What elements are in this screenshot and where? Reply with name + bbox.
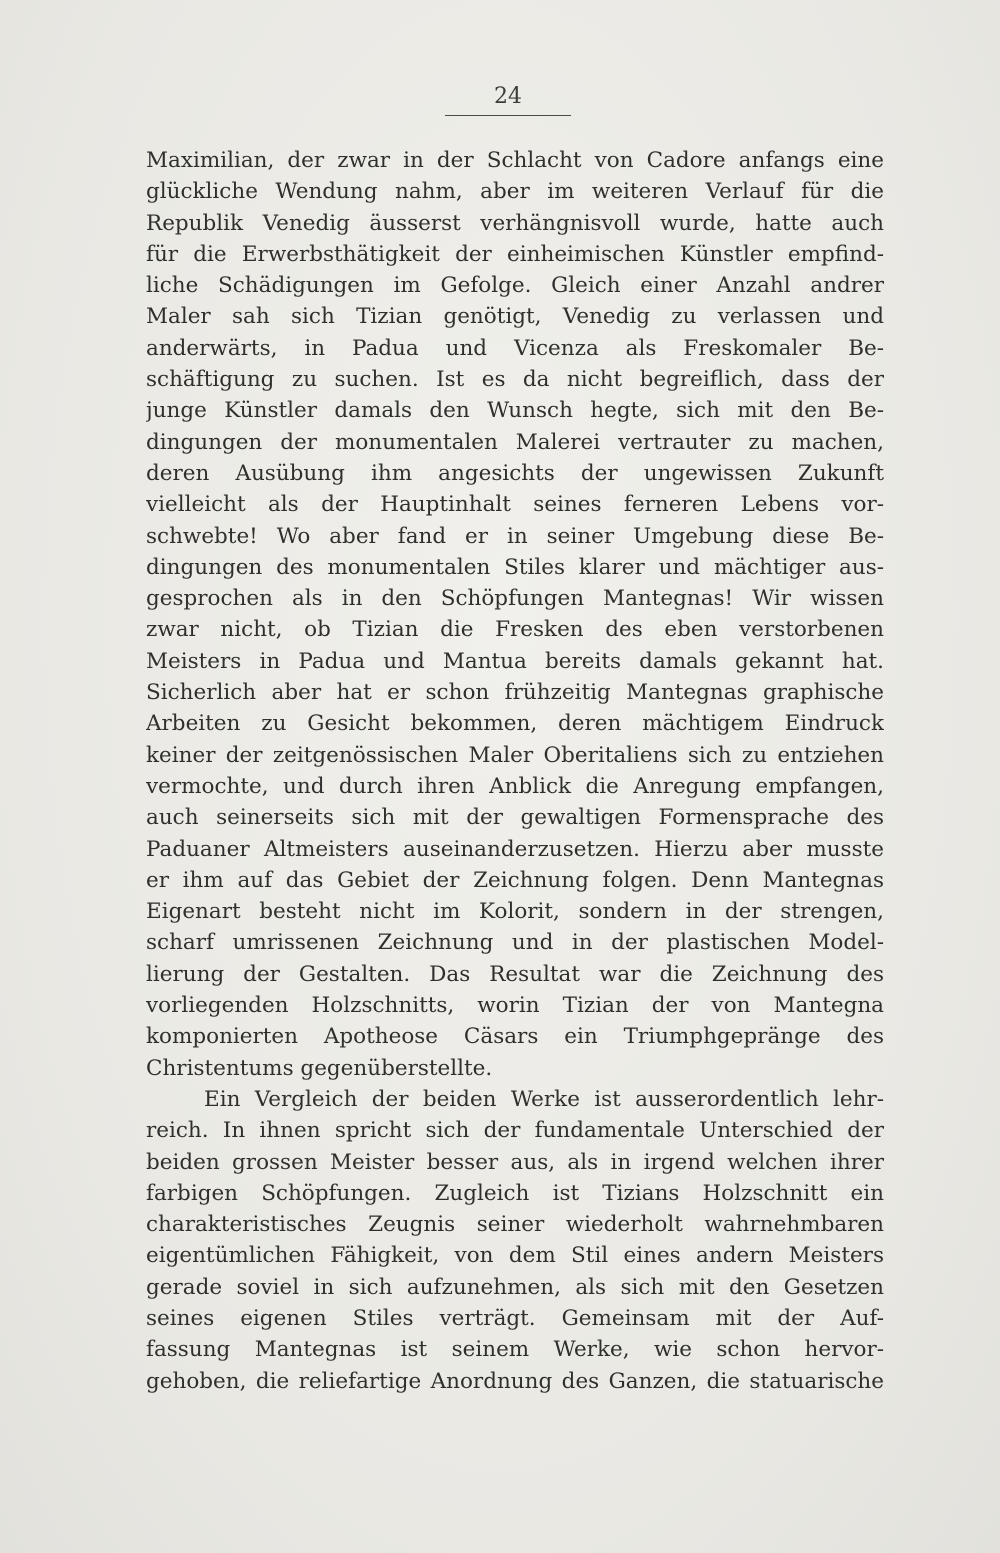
text-line: scharf umrissenen Zeichnung und in der plastischen Model- xyxy=(146,930,884,956)
text-line: glückliche Wendung nahm, aber im weiteren Verlauf für die xyxy=(146,179,884,205)
text-line: Maximilian, der zwar in der Schlacht von Cadore anfangs eine xyxy=(146,148,884,173)
text-line: deren Ausübung ihm angesichts der ungewissen Zukunft xyxy=(146,460,884,486)
text-line: keiner der zeitgenössischen Maler Oberitaliens sich zu entziehen xyxy=(146,742,884,768)
text-line: komponierten Apotheose Cäsars ein Triumphgepränge des xyxy=(146,1024,884,1050)
text-line: eigentümlichen Fähigkeit, von dem Stil eines andern Meisters xyxy=(146,1243,884,1269)
text-line: dingungen der monumentalen Malerei vertrauter zu machen, xyxy=(146,429,884,455)
text-line: schäftigung zu suchen. Ist es da nicht begreiflich, dass der xyxy=(146,367,884,393)
text-line: gerade soviel in sich aufzunehmen, als sich mit den Gesetzen xyxy=(146,1274,884,1300)
text-line: Arbeiten zu Gesicht bekommen, deren mächtigem Eindruck xyxy=(146,711,884,737)
text-line: Christentums gegenüberstellte. xyxy=(146,1055,493,1081)
text-line: liche Schädigungen im Gefolge. Gleich einer Anzahl andrer xyxy=(146,273,884,299)
page-number: 24 xyxy=(494,84,522,109)
text-line: gehoben, die reliefartige Anordnung des Ganzen, die statuarische xyxy=(146,1368,884,1394)
text-line: Paduaner Altmeisters auseinanderzusetzen. Hierzu aber musste xyxy=(146,836,884,862)
text-line: vielleicht als der Hauptinhalt seines ferneren Lebens vor- xyxy=(146,492,884,518)
text-line: zwar nicht, ob Tizian die Fresken des eben verstorbenen xyxy=(146,617,884,643)
text-line: auch seinerseits sich mit der gewaltigen Formensprache des xyxy=(146,805,884,831)
paragraph xyxy=(146,1084,884,1397)
text-line: reich. In ihnen spricht sich der fundamentale Unterschied der xyxy=(146,1118,884,1144)
text-line: Eigenart besteht nicht im Kolorit, sondern in der strengen, xyxy=(146,899,884,925)
text-line: junge Künstler damals den Wunsch hegte, sich mit den Be- xyxy=(146,398,884,424)
text-line: beiden grossen Meister besser aus, als in irgend welchen ihrer xyxy=(146,1149,884,1175)
text-line: fassung Mantegnas ist seinem Werke, wie schon hervor- xyxy=(146,1337,884,1363)
text-line: charakteristisches Zeugnis seiner wiederholt wahrnehmbaren xyxy=(146,1212,884,1238)
header-rule xyxy=(445,115,571,116)
text-line: vermochte, und durch ihren Anblick die Anregung empfangen, xyxy=(146,773,884,799)
paragraph xyxy=(146,145,884,1084)
text-line: vorliegenden Holzschnitts, worin Tizian der von Mantegna xyxy=(146,993,884,1019)
text-line: gesprochen als in den Schöpfungen Mantegnas! Wir wissen xyxy=(146,586,884,612)
text-line: Ein Vergleich der beiden Werke ist ausserordentlich lehr- xyxy=(204,1086,884,1112)
text-line: Republik Venedig äusserst verhängnisvoll wurde, hatte auch xyxy=(146,210,884,236)
text-line: farbigen Schöpfungen. Zugleich ist Tizians Holzschnitt ein xyxy=(146,1180,884,1206)
text-line: anderwärts, in Padua und Vicenza als Freskomaler Be- xyxy=(146,335,884,361)
text-line: Meisters in Padua und Mantua bereits damals gekannt hat. xyxy=(146,648,884,674)
text-line: Maler sah sich Tizian genötigt, Venedig zu verlassen und xyxy=(146,304,884,330)
text-line: Sicherlich aber hat er schon frühzeitig Mantegnas graphische xyxy=(146,680,884,706)
text-line: schwebte! Wo aber fand er in seiner Umgebung diese Be- xyxy=(146,523,884,549)
text-line: dingungen des monumentalen Stiles klarer und mächtiger aus- xyxy=(146,554,884,580)
text-line: für die Erwerbsthätigkeit der einheimischen Künstler empfind- xyxy=(146,241,884,267)
body-text xyxy=(146,145,884,1397)
text-line: lierung der Gestalten. Das Resultat war die Zeichnung des xyxy=(146,961,884,987)
text-line: seines eigenen Stiles verträgt. Gemeinsam mit der Auf- xyxy=(146,1305,884,1331)
text-line: er ihm auf das Gebiet der Zeichnung folgen. Denn Mantegnas xyxy=(146,867,884,893)
